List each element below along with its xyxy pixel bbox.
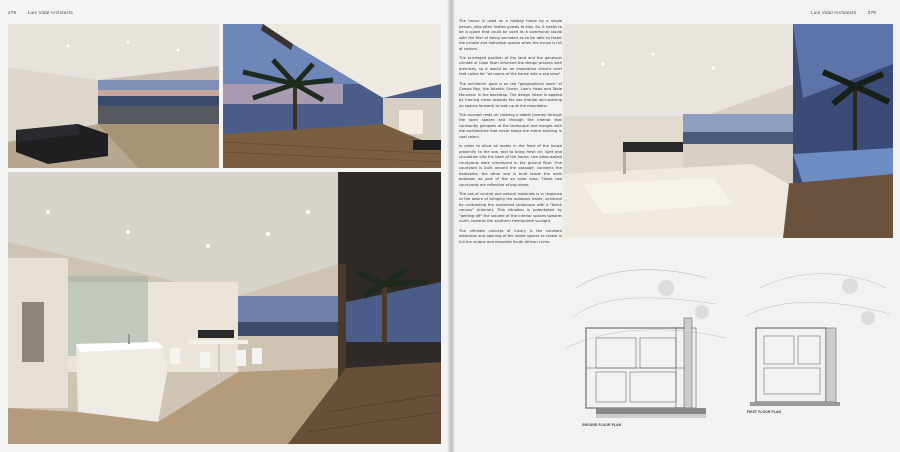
terrace-palm-dusk-photo bbox=[223, 24, 441, 168]
ground-floor-plan-caption: GROUND FLOOR PLAN bbox=[582, 423, 622, 427]
open-kitchen-pool-view-photo bbox=[563, 24, 893, 238]
living-room-sea-view-photo bbox=[8, 24, 219, 168]
left-page-number: 278 bbox=[8, 10, 17, 15]
kitchen-dining-terrace-photo bbox=[8, 172, 441, 444]
body-paragraph: The use of neutral and natural materials is in response to the desire of bringing the outdoors inside, achieved by contrasting the exuberant landscape with a "blank canvas" (interior). This situation is potentiated by "peeling off" the volume of the interior spaces towards north, towards the southern Hemisphere sunlight. bbox=[459, 191, 562, 224]
body-paragraph: In order to allow all rooms in the front of the house proximity to the sea, and to bring fresh air, light and circulation into the back of the house, two glass-walled courtyards were introduced in the ground floor. One courtyard is built around the passage, connects the bedrooms; the other one is built inside the main bedroom as part of the en suite area. These two courtyards are reflective of pay-views. bbox=[459, 144, 562, 187]
body-paragraph: The privileged position of the land and the generous climate of Cape Town informed the design process with premises, so it would be an imperative client's brief that called for "all rooms of the house with a sea view". bbox=[459, 55, 562, 77]
body-paragraph: The architects' gaze is on the "geographical room" of Camps Bay, the Atlantic Ocean, Lion's Head and Table Mountain in the backdrop. The design intent is applied by framing views towards the sea (frontal and opening up spaces forward) to look up at the mountains. bbox=[459, 81, 562, 108]
ground-floor-plan-drawing bbox=[566, 258, 726, 428]
body-paragraph: The concept rests on creating a stable journey through the open spaces and through the interior that constantly glimpses at the landscape and merges with the architecture that never keeps the entire building in cool colors. bbox=[459, 112, 562, 139]
left-running-head: Luis Vidal Architects bbox=[27, 10, 73, 15]
body-paragraph: The house is used as a holiday home by a single person, who often invites guests to stay. So, it needs to be a space that could be used as a communal studio with the feel of being secluded as to be able to foster the private and individual spaces when the house is full of visitors. bbox=[459, 19, 562, 51]
right-folio bbox=[811, 10, 876, 15]
article-body bbox=[459, 19, 562, 249]
first-floor-plan-drawing bbox=[740, 258, 890, 418]
right-page-number: 279 bbox=[867, 10, 876, 15]
left-folio bbox=[8, 10, 73, 15]
body-paragraph: The ultimate concept of luxury is the constant extension and opening of the inside spaces to reveal in full the unique and exquisite South African crime. bbox=[459, 228, 562, 244]
right-running-head: Luis Vidal Architects bbox=[811, 10, 857, 15]
first-floor-plan-caption: FIRST FLOOR PLAN bbox=[747, 410, 782, 414]
